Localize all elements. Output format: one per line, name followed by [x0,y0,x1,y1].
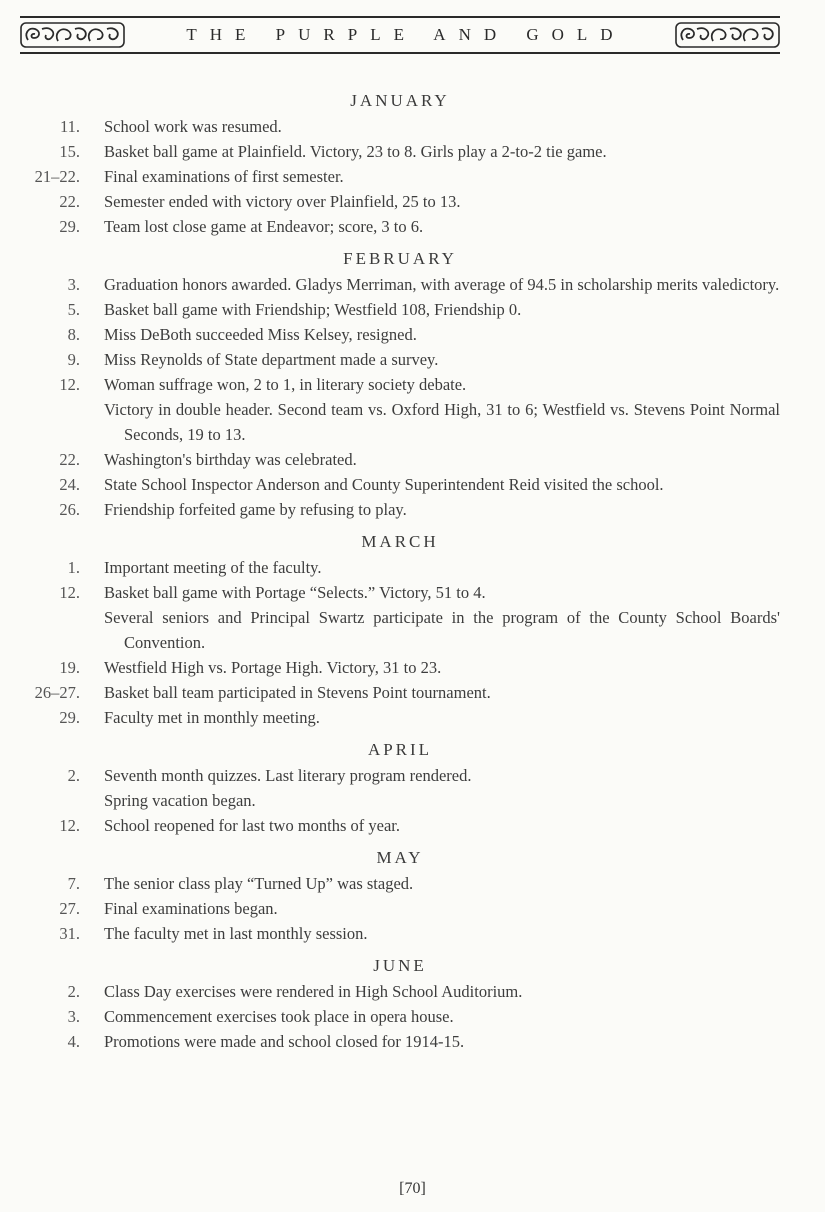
entry-text: Semester ended with victory over Plainfield, 25 to 13. [104,192,461,211]
entry-text: Important meeting of the faculty. [104,558,322,577]
month-heading: JUNE [373,956,427,975]
entry-day: 26. [59,500,80,519]
calendar-entry [0,605,825,655]
calendar-entry [0,1004,825,1029]
entry-text: School reopened for last two months of year. [104,816,401,835]
calendar-entry [0,347,825,372]
entry-day: 29. [59,708,80,727]
entry-day: 29. [59,217,80,236]
entry-day: 19. [59,658,80,677]
entry-text: Washington's birthday was celebrated. [104,450,357,469]
calendar-entry [0,322,825,347]
calendar-entry [0,705,825,730]
entry-day: 9. [67,350,80,369]
entry-text: Miss Reynolds of State department made a survey. [104,350,439,369]
entry-day: 27. [59,899,80,918]
calendar-entry [0,979,825,1004]
entry-text: Basket ball game with Portage “Selects.” Victory, 51 to 4. [104,583,486,602]
entry-text: Class Day exercises were rendered in High School Auditorium. [104,982,523,1001]
entry-day: 3. [67,275,80,294]
entry-text: Victory in double header. Second team vs. Oxford High, 31 to 6; Westfield vs. Stevens Point Normal Seconds, 19 to 13. [104,400,780,444]
month-heading: APRIL [367,740,433,759]
calendar-entry [0,680,825,705]
entry-day: 4. [67,1032,80,1051]
calendar-entry [0,497,825,522]
calendar-entry [0,871,825,896]
calendar-entry [0,896,825,921]
calendar-entry [0,397,825,447]
calendar-entry [0,788,825,813]
calendar-entry [0,272,825,297]
entry-text: Miss DeBoth succeeded Miss Kelsey, resigned. [104,325,417,344]
calendar-entry [0,214,825,239]
entry-text: Team lost close game at Endeavor; score, 3 to 6. [104,217,424,236]
entry-text: Westfield High vs. Portage High. Victory, 31 to 23. [104,658,442,677]
calendar-entry [0,139,825,164]
month-heading: JANUARY [350,91,450,110]
entry-day: 3. [67,1007,80,1026]
entry-text: Spring vacation began. [104,791,256,810]
entry-day: 12. [59,583,80,602]
scroll-ornament-icon [675,22,780,48]
entry-day: 31. [59,924,80,943]
entry-text: Several seniors and Principal Swartz participate in the program of the County School Boards' Convention. [104,608,780,652]
entry-day: 26–27. [34,683,80,702]
entry-day: 11. [59,117,80,136]
calendar-entry [0,447,825,472]
entry-text: Faculty met in monthly meeting. [104,708,320,727]
entry-text: Basket ball game at Plainfield. Victory, 23 to 8. Girls play a 2-to-2 tie game. [104,142,607,161]
entry-day: 8. [67,325,80,344]
entry-text: Promotions were made and school closed for 1914-15. [104,1032,465,1051]
calendar-entry [0,372,825,397]
calendar-entry [0,164,825,189]
entry-text: Basket ball game with Friendship; Westfield 108, Friendship 0. [104,300,522,319]
entry-text: Seventh month quizzes. Last literary program rendered. [104,766,472,785]
entry-day: 5. [67,300,80,319]
entry-day: 2. [67,766,80,785]
page-number: [70] [399,1180,426,1197]
entry-text: Final examinations began. [104,899,278,918]
calendar-entry [0,1029,825,1054]
entry-day: 2. [67,982,80,1001]
month-heading: MAY [376,848,424,867]
calendar-content [0,88,825,1054]
entry-text: State School Inspector Anderson and County Superintendent Reid visited the school. [104,475,664,494]
entry-day: 24. [59,475,80,494]
calendar-entry [0,189,825,214]
entry-day: 12. [59,816,80,835]
entry-text: Woman suffrage won, 2 to 1, in literary society debate. [104,375,467,394]
entry-text: The senior class play “Turned Up” was staged. [104,874,414,893]
month-heading: FEBRUARY [343,249,457,268]
entry-day: 12. [59,375,80,394]
calendar-entry [0,921,825,946]
calendar-entry [0,114,825,139]
entry-day: 22. [59,192,80,211]
entry-text: Final examinations of first semester. [104,167,344,186]
running-title: THE PURPLE AND GOLD [186,25,626,44]
entry-text: Basket ball team participated in Stevens Point tournament. [104,683,491,702]
scroll-ornament-icon [20,22,125,48]
calendar-entry [0,580,825,605]
month-heading: MARCH [361,532,439,551]
calendar-entry [0,763,825,788]
entry-text: Friendship forfeited game by refusing to play. [104,500,407,519]
page-header [20,16,780,54]
entry-text: Graduation honors awarded. Gladys Merriman, with average of 94.5 in scholarship merits valedictory. [104,275,780,294]
entry-day: 21–22. [34,167,80,186]
entry-day: 1. [67,558,80,577]
entry-day: 22. [59,450,80,469]
calendar-entry [0,555,825,580]
entry-text: School work was resumed. [104,117,282,136]
calendar-entry [0,813,825,838]
entry-text: The faculty met in last monthly session. [104,924,368,943]
entry-day: 7. [67,874,80,893]
entry-text: Commencement exercises took place in opera house. [104,1007,454,1026]
calendar-entry [0,655,825,680]
calendar-entry [0,297,825,322]
entry-day: 15. [59,142,80,161]
calendar-entry [0,472,825,497]
